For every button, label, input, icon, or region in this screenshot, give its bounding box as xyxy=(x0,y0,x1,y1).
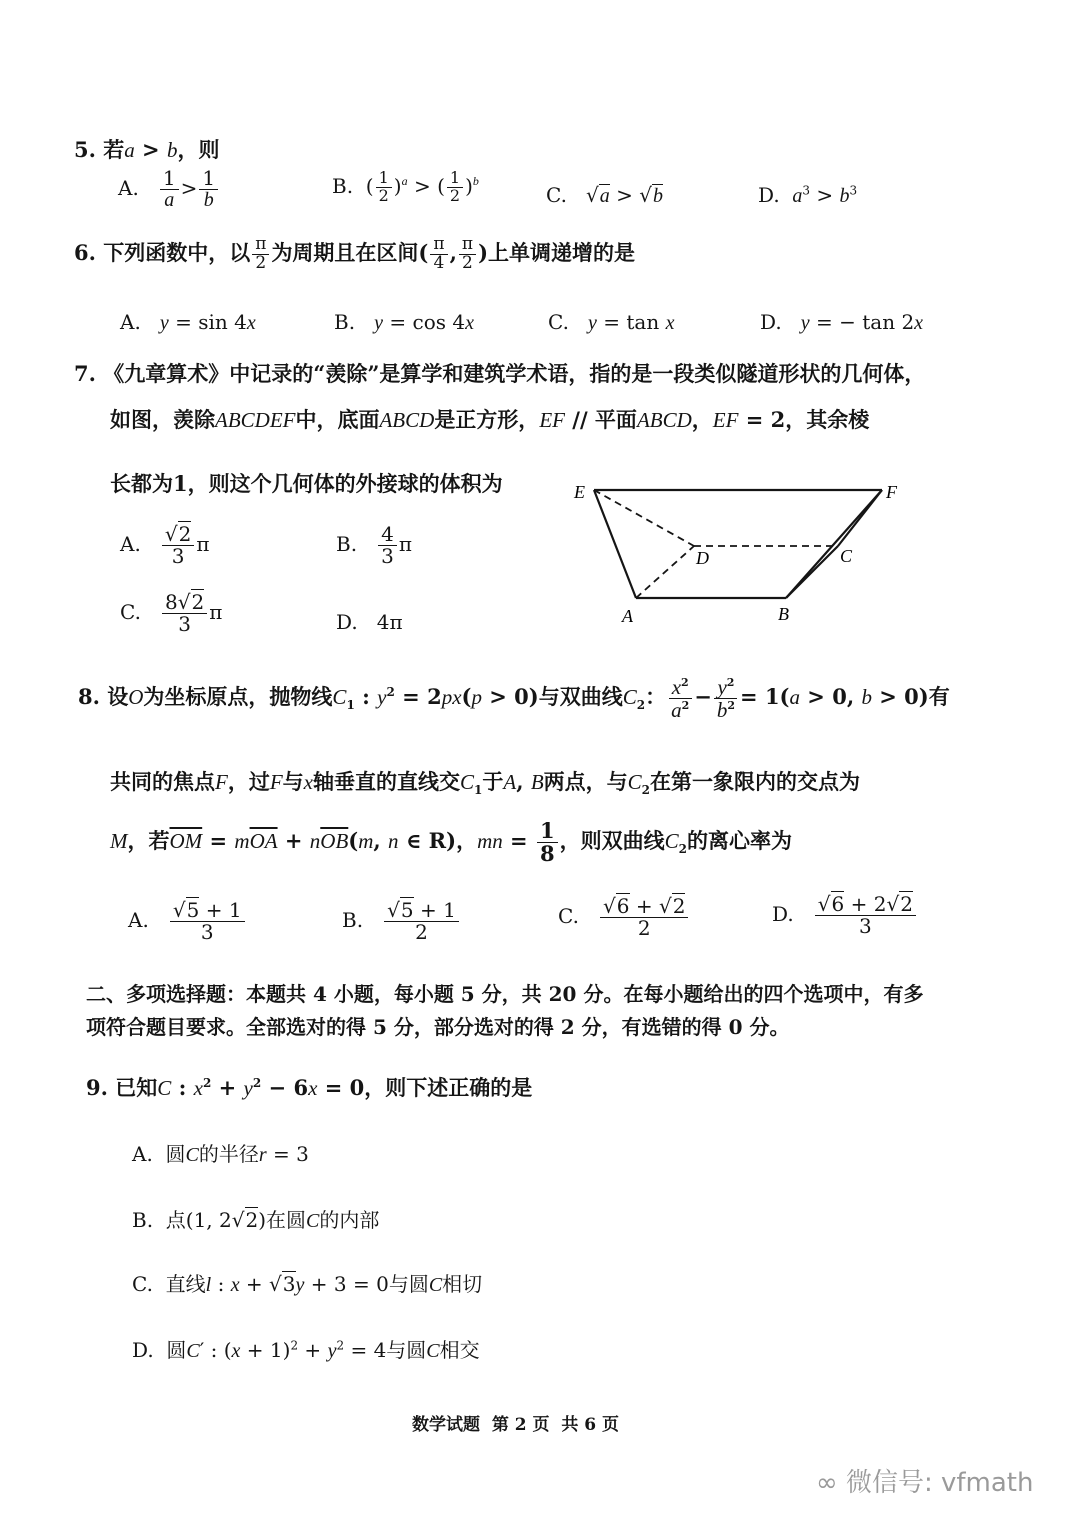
q8-option-d: D. $\frac{√6 + 2√2}{3}$ xyxy=(772,894,918,937)
edge-ed-hidden xyxy=(594,490,694,546)
q7-option-b: B. $\frac{4}{3}$ π xyxy=(336,522,413,568)
question-5-stem: 5. 若a > b，则 xyxy=(74,137,220,162)
question-7-line3: 长都为1，则这个几何体的外接球的体积为 xyxy=(110,471,503,496)
question-6-stem: 6. 下列函数中，以 $\frac{\pi}{2}$ 为周期且在区间( $\frac{\pi}{4}$ , $\frac{\pi}{2}$ )上单调递增的是 xyxy=(74,234,635,273)
question-8-line3: M，若$\overline{OM} = m\overline{OA} + n\overline{OB}(m$, n ∈ R)，mn = $\frac{1}{8}$ ，则双曲线$C_2$的离心率为 xyxy=(110,818,792,867)
q6-option-a: A. y = sin 4x xyxy=(120,310,256,334)
q5-option-c: C. √a > √b xyxy=(546,183,663,207)
question-9-stem: 9. 已知C : $x^2 + y^2 - 6x = 0$，则下述正确的是 xyxy=(86,1075,533,1100)
q7-option-a: A. $\frac{√2}{3}$ π xyxy=(120,522,210,568)
q7-option-c: C. $\frac{8√2}{3}$ π xyxy=(120,590,223,636)
wechat-icon: ∞ xyxy=(816,1468,838,1498)
section-2-line1: 二、多项选择题：本题共 4 小题，每小题 5 分，共 20 分。在每小题给出的四个选项中，有多 xyxy=(86,982,924,1006)
edge-cf xyxy=(838,490,882,546)
question-8-line2: 共同的焦点F，过F与x轴垂直的直线交$C_1$于A, B两点，与$C_2$在第一象限内的交点为 xyxy=(110,769,861,798)
label-e: E xyxy=(574,482,585,502)
wechat-watermark xyxy=(816,1462,1033,1499)
q9-option-b: B. 点(1, 2√2)在圆C的内部 xyxy=(132,1208,380,1232)
q6-option-d: D. y = − tan 2x xyxy=(760,310,924,334)
q9-option-a: A. 圆C的半径r = 3 xyxy=(132,1142,309,1166)
q6-option-c: C. y = tan x xyxy=(548,310,675,334)
q5-option-a: A. $\frac{1}{a}$ > $\frac{1}{b}$ xyxy=(118,168,220,211)
edge-bf xyxy=(786,490,882,598)
label-c: C xyxy=(840,546,853,566)
question-7-line1: 7. 《九章算术》中记录的“羡除”是算学和建筑学术语，指的是一段类似隧道形状的几何体， xyxy=(74,361,926,386)
q7-geometry-figure xyxy=(560,470,920,630)
q5-option-b: B. ( $\frac{1}{2}$ )$^a$ > ( $\frac{1}{2}$ )$^b$ xyxy=(332,168,479,205)
edge-ad-hidden xyxy=(636,546,694,598)
edge-bc xyxy=(786,546,838,598)
watermark-text: 微信号: vfmath xyxy=(845,1468,1034,1498)
page-footer: 数学试题 第 2 页 共 6 页 xyxy=(412,1415,620,1435)
label-f: F xyxy=(886,482,897,502)
section-2-line2: 项符合题目要求。全部选对的得 5 分，部分选对的得 2 分，有选错的得 0 分。 xyxy=(86,1015,790,1039)
question-7-line2: 如图，羡除ABCDEF中，底面ABCD是正方形，EF // 平面ABCD，EF = 2，其余棱 xyxy=(110,407,870,432)
q9-option-c: C. 直线l : x + √3y + 3 = 0与圆C相切 xyxy=(132,1272,483,1296)
edge-ea xyxy=(594,490,636,598)
q8-option-c: C. $\frac{√6 + √2}{2}$ xyxy=(558,896,690,939)
section-2-header xyxy=(86,978,923,1044)
label-a: A xyxy=(622,606,633,626)
q8-option-a: A. $\frac{√5 + 1}{3}$ xyxy=(128,900,247,943)
label-b: B xyxy=(778,604,789,624)
q9-option-d: D. 圆C′ : $(x + 1)^2 + y^2 = 4$与圆C相交 xyxy=(132,1338,480,1362)
q8-option-b: B. $\frac{√5 + 1}{2}$ xyxy=(342,900,461,943)
question-number: 5. xyxy=(74,137,96,162)
question-8-line1: 8. 设O为坐标原点，抛物线$C_1$ : $y^2 = 2px(p > 0)$与双曲线$C_2$： $\frac{x^2}{a^2}$ − $\frac{y^2}{b^2}$ = 1(a > 0, b > 0)有 xyxy=(78,675,950,723)
q5-option-d: D. $a^3 > b^3$ xyxy=(758,183,858,207)
q6-option-b: B. y = cos 4x xyxy=(334,310,474,334)
label-d: D xyxy=(696,548,709,568)
q7-option-d: D. 4π xyxy=(336,610,403,634)
